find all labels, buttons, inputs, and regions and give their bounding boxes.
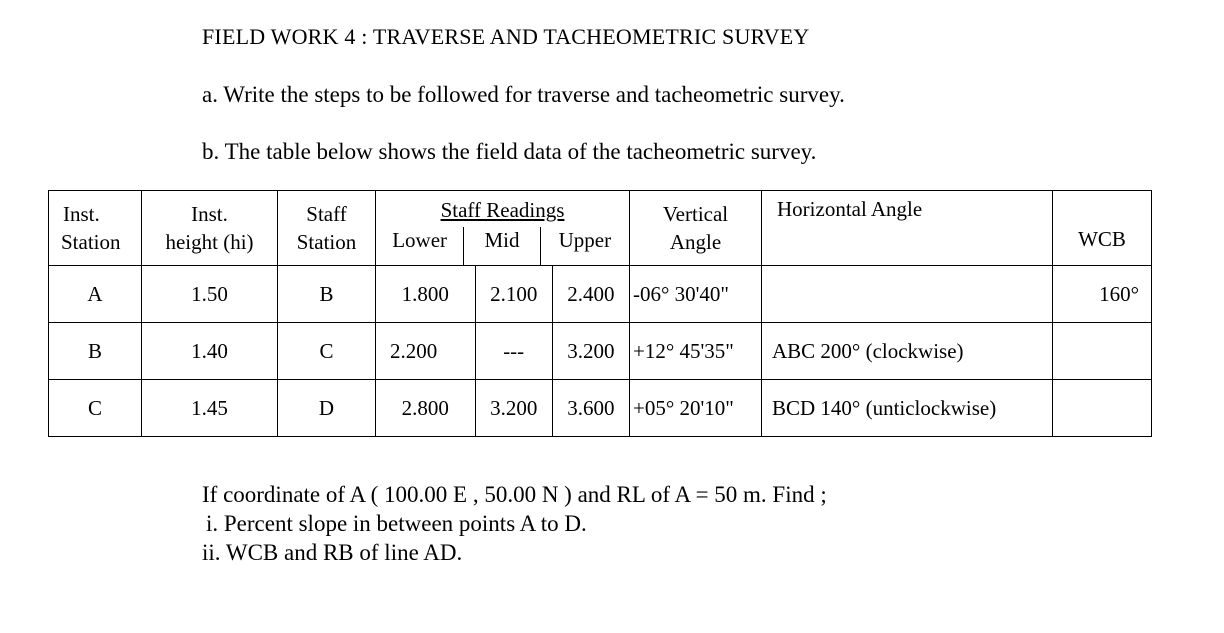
header-inst-station: Inst. Station (49, 191, 142, 266)
header-lower: Lower (376, 227, 464, 265)
cell-lower: 1.800 (376, 266, 476, 323)
cell-mid: --- (475, 323, 552, 380)
find-statement: If coordinate of A ( 100.00 E , 50.00 N ) and RL of A = 50 m. Find ; (202, 482, 827, 507)
cell-vertical-angle: +05° 20'10" (630, 380, 762, 437)
cell-staff-station: D (278, 380, 376, 437)
cell-inst-height: 1.40 (142, 323, 278, 380)
cell-vertical-angle: +12° 45'35" (630, 323, 762, 380)
page-title: FIELD WORK 4 : TRAVERSE AND TACHEOMETRIC SURVEY (202, 24, 810, 49)
cell-inst-height: 1.45 (142, 380, 278, 437)
question-a: a. Write the steps to be followed for traverse and tacheometric survey. (202, 82, 845, 107)
header-wcb: WCB (1053, 191, 1152, 266)
table-row (49, 266, 1152, 323)
cell-upper: 3.600 (552, 380, 629, 437)
header-mid: Mid (464, 227, 540, 265)
cell-staff-station: B (278, 266, 376, 323)
cell-inst-station: C (49, 380, 142, 437)
table-row (49, 323, 1152, 380)
cell-inst-height: 1.50 (142, 266, 278, 323)
question-b: b. The table below shows the field data of the tacheometric survey. (202, 139, 817, 164)
cell-inst-station: A (49, 266, 142, 323)
cell-wcb (1053, 323, 1152, 380)
table-header-row (49, 191, 1152, 266)
staff-readings-title: Staff Readings (440, 198, 565, 222)
field-data-table (48, 190, 1152, 437)
cell-horizontal-angle: BCD 140° (unticlockwise) (762, 380, 1053, 437)
cell-wcb: 160° (1053, 266, 1152, 323)
find-item-slope: i. Percent slope in between points A to D. (206, 511, 587, 536)
table-row (49, 380, 1152, 437)
cell-inst-station: B (49, 323, 142, 380)
cell-mid: 2.100 (475, 266, 552, 323)
header-staff-station: Staff Station (278, 191, 376, 266)
cell-wcb (1053, 380, 1152, 437)
cell-upper: 3.200 (552, 323, 629, 380)
cell-horizontal-angle: ABC 200° (clockwise) (762, 323, 1053, 380)
header-upper: Upper (558, 228, 612, 252)
header-staff-readings (376, 191, 630, 266)
cell-lower: 2.800 (376, 380, 476, 437)
header-vertical-angle: Vertical Angle (630, 191, 762, 266)
cell-mid: 3.200 (475, 380, 552, 437)
header-inst-height: Inst. height (hi) (142, 191, 278, 266)
find-item-bearing: ii. WCB and RB of line AD. (202, 540, 463, 565)
cell-vertical-angle: -06° 30'40" (630, 266, 762, 323)
cell-horizontal-angle (762, 266, 1053, 323)
header-horizontal-angle: Horizontal Angle (762, 191, 1053, 266)
cell-lower: 2.200 (376, 323, 476, 380)
cell-staff-station: C (278, 323, 376, 380)
cell-upper: 2.400 (552, 266, 629, 323)
find-instructions (202, 480, 827, 567)
